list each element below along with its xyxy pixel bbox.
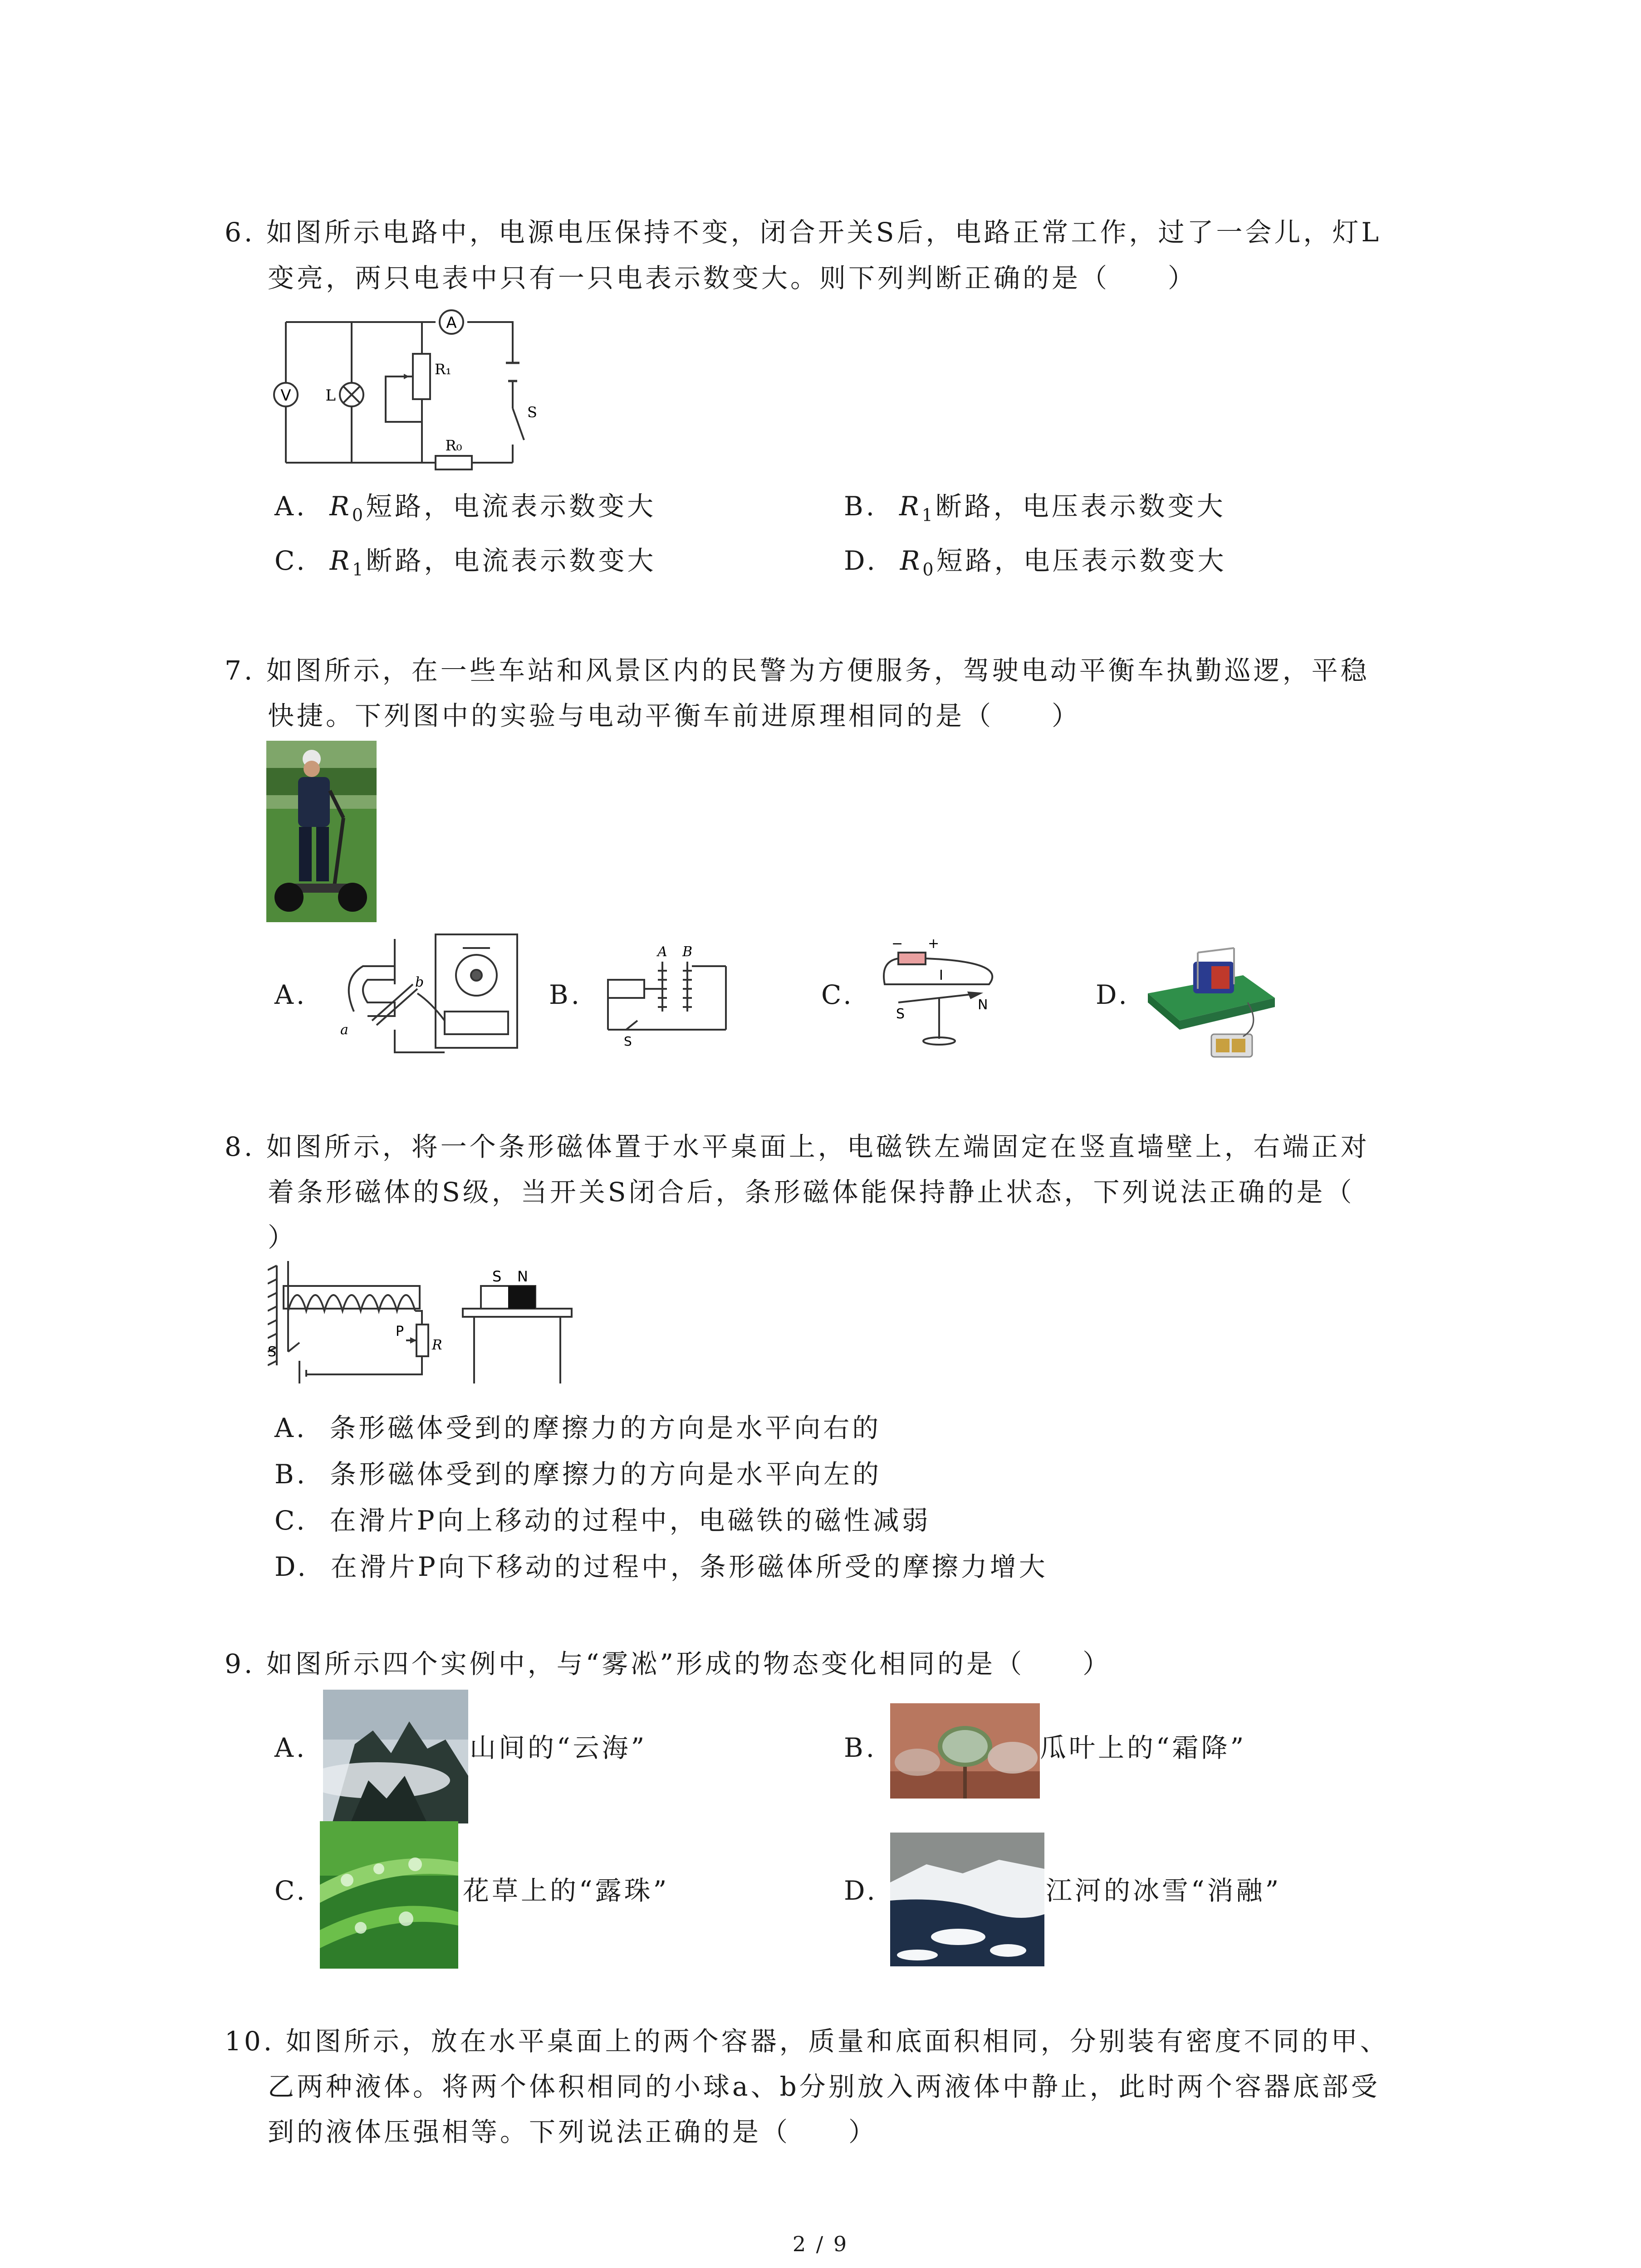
q7-option-c[interactable]: C. bbox=[821, 979, 854, 1010]
q6-option-b[interactable]: B. $R_1$断路，电压表示数变大 bbox=[844, 491, 1226, 525]
melting-ice-river-photo bbox=[890, 1833, 1044, 1966]
q8-option-c[interactable]: C. 在滑片P向上移动的过程中，电磁铁的磁性减弱 bbox=[274, 1505, 931, 1536]
q6-circuit-diagram bbox=[263, 308, 544, 481]
switch-s-label: S bbox=[268, 1344, 277, 1360]
switch-label: S bbox=[527, 404, 537, 421]
page-number: 2 / 9 bbox=[792, 2232, 849, 2256]
q7-figure-b-electromagnets bbox=[599, 943, 735, 1048]
fig-b-label-a: A bbox=[657, 944, 667, 960]
magnet-south-label: S bbox=[492, 1268, 502, 1285]
fig-c-south: S bbox=[896, 1006, 905, 1022]
q9-option-b[interactable]: 瓜叶上的“霜降” bbox=[1040, 1732, 1247, 1763]
q9-option-c[interactable]: 花草上的“露珠” bbox=[463, 1875, 670, 1906]
q8-line3: ） bbox=[268, 1222, 297, 1253]
rheostat-r-label: R bbox=[432, 1337, 442, 1353]
q7-option-b[interactable]: B. bbox=[549, 979, 583, 1010]
q6-option-a[interactable]: A. $R_0$短路，电流表示数变大 bbox=[274, 491, 656, 525]
q9-option-a[interactable]: 山间的“云海” bbox=[470, 1732, 647, 1763]
fig-c-plus: + bbox=[928, 936, 940, 952]
magnet-north-label: N bbox=[517, 1268, 528, 1285]
police-balance-car-photo bbox=[266, 741, 377, 922]
r0-label: R₀ bbox=[445, 437, 462, 454]
q8-option-d[interactable]: D. 在滑片P向下移动的过程中，条形磁体所受的摩擦力增大 bbox=[274, 1551, 1048, 1582]
q8-option-b[interactable]: B. 条形磁体受到的摩擦力的方向是水平向左的 bbox=[274, 1459, 882, 1490]
fig-b-label-b: B bbox=[682, 944, 693, 960]
q6-option-d[interactable]: D. $R_0$短路，电压表示数变大 bbox=[844, 545, 1227, 580]
q9-line1: 9. 如图所示四个实例中，与“雾凇”形成的物态变化相同的是（ ） bbox=[225, 1648, 1112, 1679]
q9-option-a-letter[interactable]: A. bbox=[274, 1732, 308, 1763]
q10-line2: 乙两种液体。将两个体积相同的小球a、b分别放入两液体中静止，此时两个容器底部受 bbox=[268, 2071, 1380, 2102]
q8-option-a[interactable]: A. 条形磁体受到的摩擦力的方向是水平向右的 bbox=[274, 1413, 882, 1443]
q8-line1: 8. 如图所示，将一个条形磁体置于水平桌面上，电磁铁左端固定在竖直墙壁上，右端正对 bbox=[225, 1131, 1370, 1162]
q7-line2: 快捷。下列图中的实验与电动平衡车前进原理相同的是（ ） bbox=[268, 700, 1081, 731]
q6-line1: 6. 如图所示电路中，电源电压保持不变，闭合开关S后，电路正常工作，过了一会儿，灯L bbox=[225, 217, 1382, 248]
q9-option-d[interactable]: 江河的冰雪“消融” bbox=[1046, 1875, 1282, 1906]
q10-line3: 到的液体压强相等。下列说法正确的是（ ） bbox=[268, 2116, 878, 2147]
fig-c-current: I bbox=[939, 968, 943, 983]
q7-option-a[interactable]: A. bbox=[274, 979, 308, 1010]
fig-a-label-a: a bbox=[340, 1022, 348, 1038]
sea-of-clouds-photo bbox=[323, 1690, 468, 1823]
q9-option-b-letter[interactable]: B. bbox=[844, 1732, 877, 1763]
q7-line1: 7. 如图所示，在一些车站和风景区内的民警为方便服务，驾驶电动平衡车执勤巡逻，平稳 bbox=[225, 655, 1370, 686]
q7-option-d[interactable]: D. bbox=[1096, 979, 1130, 1010]
frost-on-leaf-photo bbox=[890, 1703, 1040, 1799]
fig-a-label-b: b bbox=[415, 974, 424, 990]
fig-b-label-s: S bbox=[624, 1034, 632, 1048]
dew-drops-photo bbox=[320, 1821, 458, 1969]
q8-line2: 着条形磁体的S级，当开关S闭合后，条形磁体能保持静止状态，下列说法正确的是（ bbox=[268, 1177, 1355, 1207]
lamp-label: L bbox=[325, 386, 336, 405]
q10-line1: 10. 如图所示，放在水平桌面上的两个容器，质量和底面积相同，分别装有密度不同的甲、 bbox=[225, 2026, 1389, 2057]
q9-option-c-letter[interactable]: C. bbox=[274, 1875, 308, 1906]
fig-c-minus: − bbox=[892, 936, 903, 952]
q7-figure-c-oersted bbox=[871, 934, 1016, 1052]
q6-line2: 变亮，两只电表中只有一只电表示数变大。则下列判断正确的是（ ） bbox=[268, 263, 1197, 293]
r1-label: R₁ bbox=[435, 361, 451, 378]
fig-c-north: N bbox=[978, 997, 988, 1013]
q8-electromagnet-diagram bbox=[268, 1261, 585, 1393]
q7-figure-a-generator bbox=[327, 930, 522, 1066]
slider-p-label: P bbox=[396, 1324, 404, 1339]
voltmeter-label: V bbox=[280, 386, 291, 405]
q9-option-d-letter[interactable]: D. bbox=[844, 1875, 878, 1906]
q6-option-c[interactable]: C. $R_1$断路，电流表示数变大 bbox=[274, 545, 656, 580]
ammeter-label: A bbox=[446, 314, 457, 332]
q7-figure-d-motor-photo bbox=[1143, 939, 1279, 1066]
